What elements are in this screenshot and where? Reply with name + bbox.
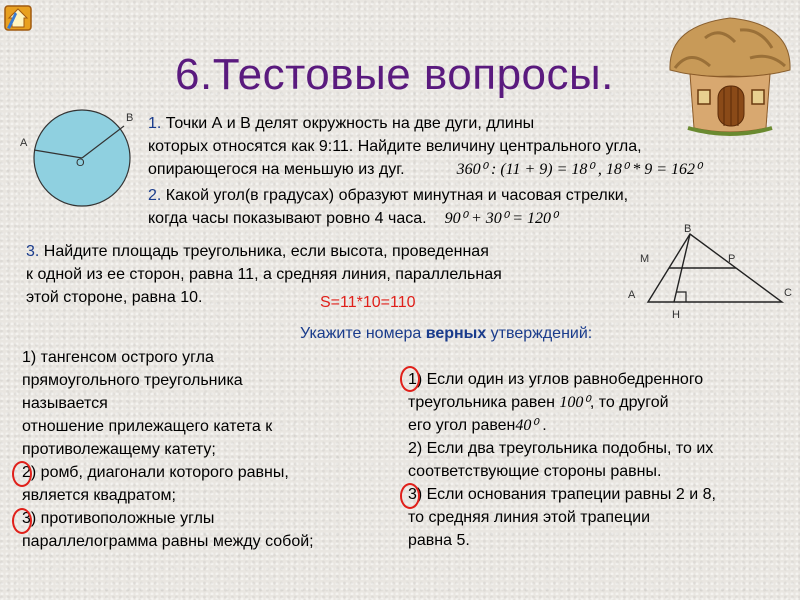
- triangle-label-b: B: [684, 223, 692, 235]
- triangle-label-c: C: [784, 287, 792, 299]
- right-list-line-2b: , то другой: [589, 394, 669, 411]
- left-list-line: называется: [22, 395, 108, 412]
- right-list-line-3b: .: [537, 417, 547, 434]
- question-2-number: 2.: [148, 187, 162, 204]
- left-statement-2-mark: [12, 461, 32, 487]
- triangle-figure: [622, 222, 798, 322]
- right-statement-list: [408, 368, 798, 552]
- left-list-line: параллелограмма равны между собой;: [22, 533, 314, 550]
- left-list-line: противолежащему катету;: [22, 441, 216, 458]
- right-list-line: соответствующие стороны равны.: [408, 463, 662, 480]
- left-list-line: 2) ромб, диагонали которого равны,: [22, 464, 289, 481]
- question-3-number: 3.: [26, 243, 40, 260]
- circle-label-a: A: [20, 137, 28, 149]
- right-list-line: 2) Если два треугольника подобны, то их: [408, 440, 714, 457]
- circle-figure: [20, 108, 150, 218]
- statements-prompt: [300, 325, 592, 343]
- left-list-line: отношение прилежащего катета к: [22, 418, 273, 435]
- question-1-number: 1.: [148, 115, 162, 132]
- question-1-solution: 360⁰ : (11 + 9) = 18⁰ , 18⁰ * 9 = 162⁰: [456, 161, 702, 178]
- question-1: [148, 112, 788, 181]
- question-1-line-3: опирающегося на меньшую из дуг.: [148, 161, 405, 178]
- triangle-label-m: M: [640, 253, 650, 265]
- right-list-line: 3) Если основания трапеции равны 2 и 8,: [408, 486, 716, 503]
- prompt-after: утверждений:: [486, 325, 593, 342]
- right-statement-3-mark: [400, 483, 420, 509]
- question-3-line-2: к одной из ее сторон, равна 11, а средняя линия, параллельная: [26, 266, 502, 283]
- right-list-line: то средняя линия этой трапеции: [408, 509, 651, 526]
- circle-label-o: O: [76, 157, 85, 169]
- right-list-angle-100: 100⁰: [559, 394, 590, 411]
- triangle-label-p: P: [728, 253, 736, 265]
- prompt-bold: верных: [425, 325, 487, 342]
- prompt-before: Укажите номера: [300, 325, 426, 342]
- question-2-line-1: Какой угол(в градусах) образуют минутная и часовая стрелки,: [165, 187, 629, 204]
- right-list-line-3a: его угол равен: [408, 417, 516, 434]
- left-statement-3-mark: [12, 508, 32, 534]
- question-2-line-2: когда часы показывают ровно 4 часа.: [148, 210, 427, 227]
- home-icon[interactable]: [2, 2, 34, 34]
- question-1-line-1: Точки А и В делят окружность на две дуги, длины: [165, 115, 535, 132]
- right-list-line-2a: треугольника равен: [408, 394, 555, 411]
- triangle-label-h: H: [672, 309, 680, 321]
- left-list-line: является квадратом;: [22, 487, 176, 504]
- left-list-line: 3) противоположные углы: [22, 510, 215, 527]
- right-statement-1-mark: [400, 366, 420, 392]
- question-3-line-3: этой стороне, равна 10.: [26, 289, 203, 306]
- question-1-line-2: которых относятся как 9:11. Найдите величину центрального угла,: [148, 138, 642, 155]
- left-statement-list: [22, 346, 402, 553]
- right-list-line-1: 1) Если один из углов равнобедренного: [408, 371, 704, 388]
- question-3-answer: S=11*10=110: [320, 294, 416, 311]
- page-title: 6.Тестовые вопросы.: [175, 50, 614, 99]
- right-list-line: равна 5.: [408, 532, 470, 549]
- triangle-label-a: A: [628, 289, 636, 301]
- left-list-line: прямоугольного треугольника: [22, 372, 243, 389]
- left-list-line: 1) тангенсом острого угла: [22, 349, 214, 366]
- question-2-solution: 90⁰ + 30⁰ = 120⁰: [444, 210, 558, 227]
- question-3-line-1: Найдите площадь треугольника, если высота, проведенная: [43, 243, 489, 260]
- right-list-angle-40: 40⁰: [515, 417, 538, 434]
- circle-label-b: B: [126, 112, 134, 124]
